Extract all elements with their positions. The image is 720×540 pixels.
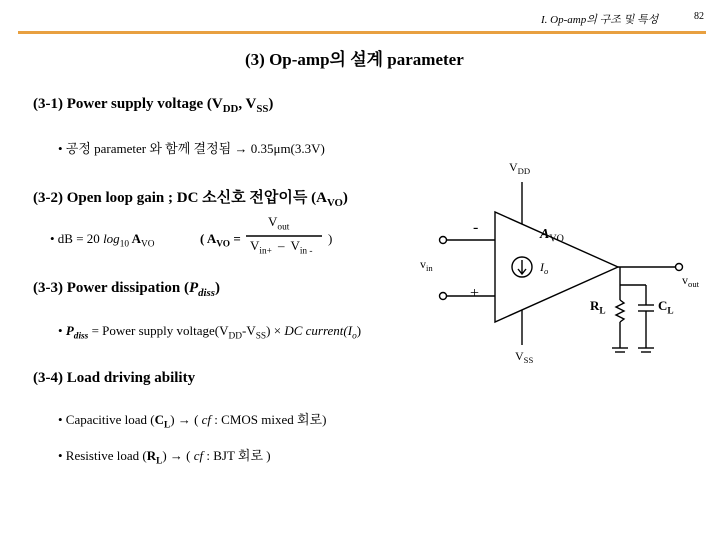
rl-zigzag	[616, 300, 624, 322]
vss-label: $V_{SS}$	[515, 349, 534, 366]
section-power-dissipation: (3-3) Power dissipation $(P_{diss})$	[33, 280, 220, 299]
minus-sign-label: -	[473, 219, 479, 236]
gain-formula-close: )	[328, 231, 333, 246]
rl-label: $R_L$	[590, 298, 606, 317]
cl-label: $C_L$	[658, 298, 674, 317]
bullet-resistive-load: • Resistive load $(R_L)$ → ( cf : BJT 회로 )	[58, 448, 271, 467]
plus-input-terminal	[440, 293, 447, 300]
bullet-process-parameter: • 공정 parameter 와 함께 결정됨 → 0.35μm(3.3V)	[58, 141, 325, 156]
slide-title: (3) Op-amp의 설계 parameter	[245, 50, 464, 69]
gain-formula-numerator: $V_{out}$	[268, 214, 290, 233]
gain-formula-denominator: $V_{in+} - V_{in -}$	[250, 238, 313, 257]
bullet-capacitive-load: • Capacitive load $(C_L)$ → ( cf : CMOS mixed 회로)	[58, 412, 327, 431]
page-number: 82	[694, 11, 704, 22]
bullet-db-formula: • dB = 20 $\log_{10} A_{VO}$	[50, 231, 155, 250]
io-label: $I_o$	[540, 260, 549, 277]
vout-label: $v_{out}$	[682, 273, 700, 290]
section-load-driving: (3-4) Load driving ability	[33, 370, 196, 386]
plus-sign-label: +	[470, 285, 480, 302]
vin-label: $v_{in}$	[420, 257, 433, 274]
vdd-label: $V_{DD}$	[509, 160, 531, 177]
minus-input-terminal	[440, 237, 447, 244]
gain-formula-prefix: ( $A_{VO}$ =	[200, 231, 241, 250]
avo-label: $A_{VO}$	[540, 227, 564, 245]
bullet-pdiss-formula: • $P_{diss}$ = Power supply $voltage(V_{DD}-V_{SS})$ × DC $current(I_o)$	[58, 323, 362, 342]
section-open-loop-gain: (3-2) Open loop gain ; DC 소신호 전압이득 $(A_{VO})$	[33, 190, 348, 209]
chapter-header: I. Op-amp의 구조 및 특성	[541, 14, 659, 26]
section-power-supply: (3-1) Power supply voltage ($V_{DD}$, $V_{SS}$)	[33, 96, 274, 115]
output-terminal	[676, 264, 683, 271]
